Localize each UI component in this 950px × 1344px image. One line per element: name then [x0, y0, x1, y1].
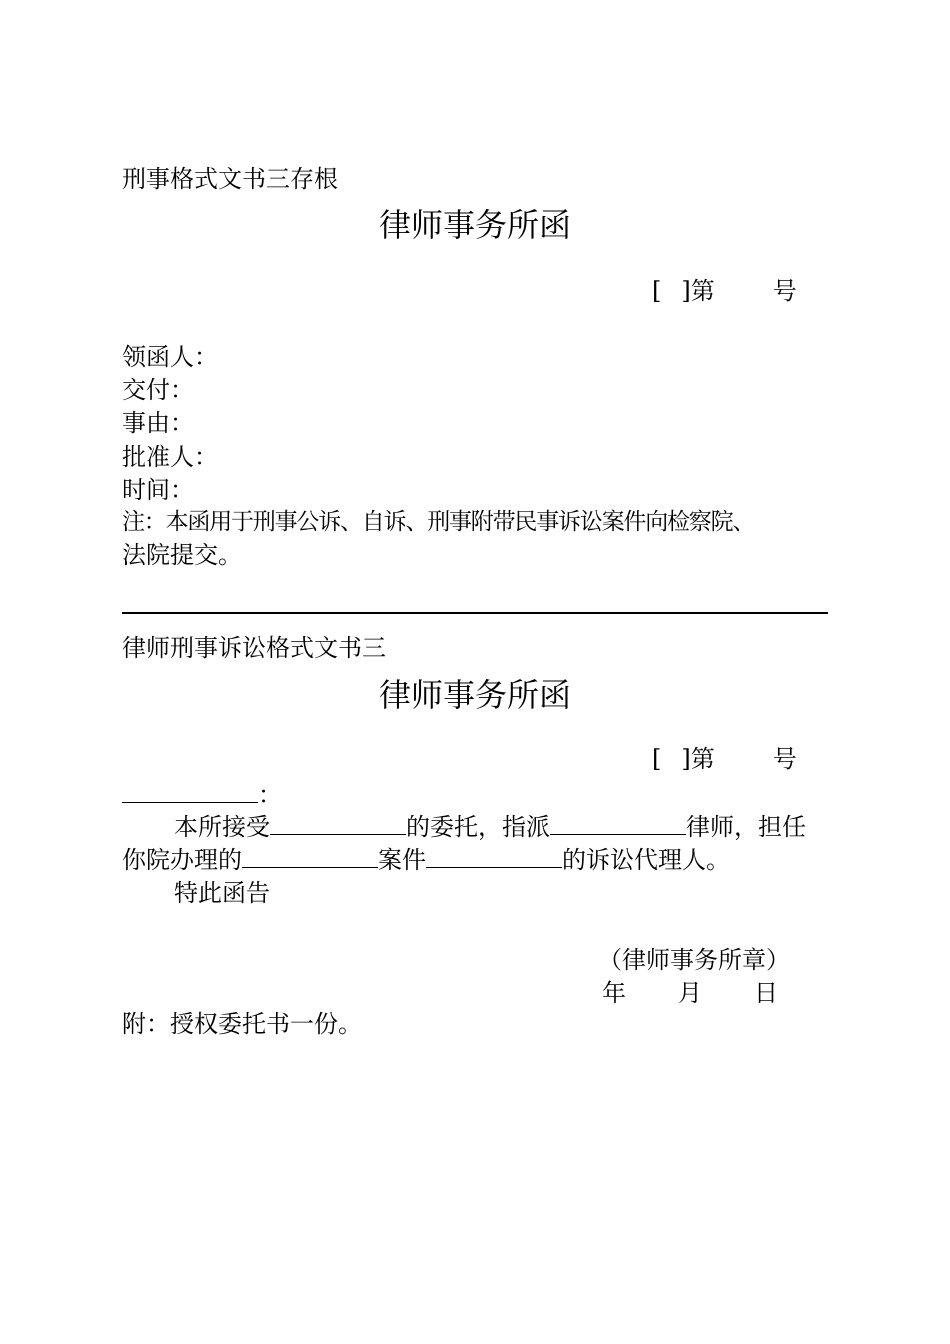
letter-title: 律师事务所函	[378, 676, 571, 714]
addressee-blank	[122, 780, 258, 803]
letter-number-open: [	[652, 745, 662, 773]
section-divider	[122, 612, 828, 614]
party-blank	[242, 845, 378, 868]
stub-field-matter: 事由：	[122, 409, 194, 437]
letter-number-close: ]第	[681, 745, 715, 773]
body2-text-b: 案件	[378, 846, 426, 874]
stub-title: 律师事务所函	[378, 206, 571, 244]
letter-body-line1	[174, 810, 806, 844]
letter-number-suffix: 号	[772, 745, 797, 773]
stub-field-delivery: 交付：	[122, 376, 194, 404]
stub-field-recipient: 领函人：	[122, 343, 218, 371]
addressee-colon: ：	[258, 781, 282, 809]
stub-number	[652, 274, 797, 308]
date-year: 年	[602, 979, 626, 1007]
stub-note-line2: 法院提交。	[122, 541, 242, 569]
letter-seal: （律师事务所章）	[598, 946, 790, 974]
case-blank	[426, 845, 562, 868]
stub-number-suffix: 号	[772, 277, 797, 305]
body2-text-a: 你院办理的	[122, 846, 242, 874]
body1-text-c: 律师，担任	[686, 813, 806, 841]
body2-text-c: 的诉讼代理人。	[562, 846, 730, 874]
letter-attachment: 附：授权委托书一份。	[122, 1010, 362, 1038]
letter-body-line2	[122, 843, 730, 877]
body1-text-b: 的委托，指派	[406, 813, 550, 841]
letter-date	[602, 976, 778, 1010]
stub-number-open: [	[652, 277, 662, 305]
lawyer-blank	[550, 812, 686, 835]
letter-addressee	[122, 778, 282, 812]
client-blank	[270, 812, 406, 835]
date-month: 月	[678, 979, 702, 1007]
stub-note-line1: 注：本函用于刑事公诉、自诉、刑事附带民事诉讼案件向检察院、	[122, 509, 755, 535]
letter-heading: 律师刑事诉讼格式文书三	[122, 634, 386, 662]
letter-number	[652, 742, 797, 776]
date-day: 日	[754, 979, 778, 1007]
body1-text-a: 本所接受	[174, 813, 270, 841]
stub-number-close: ]第	[681, 277, 715, 305]
stub-field-time: 时间：	[122, 476, 194, 504]
stub-heading: 刑事格式文书三存根	[122, 165, 338, 193]
letter-closing: 特此函告	[174, 879, 270, 907]
stub-field-approver: 批准人：	[122, 443, 218, 471]
